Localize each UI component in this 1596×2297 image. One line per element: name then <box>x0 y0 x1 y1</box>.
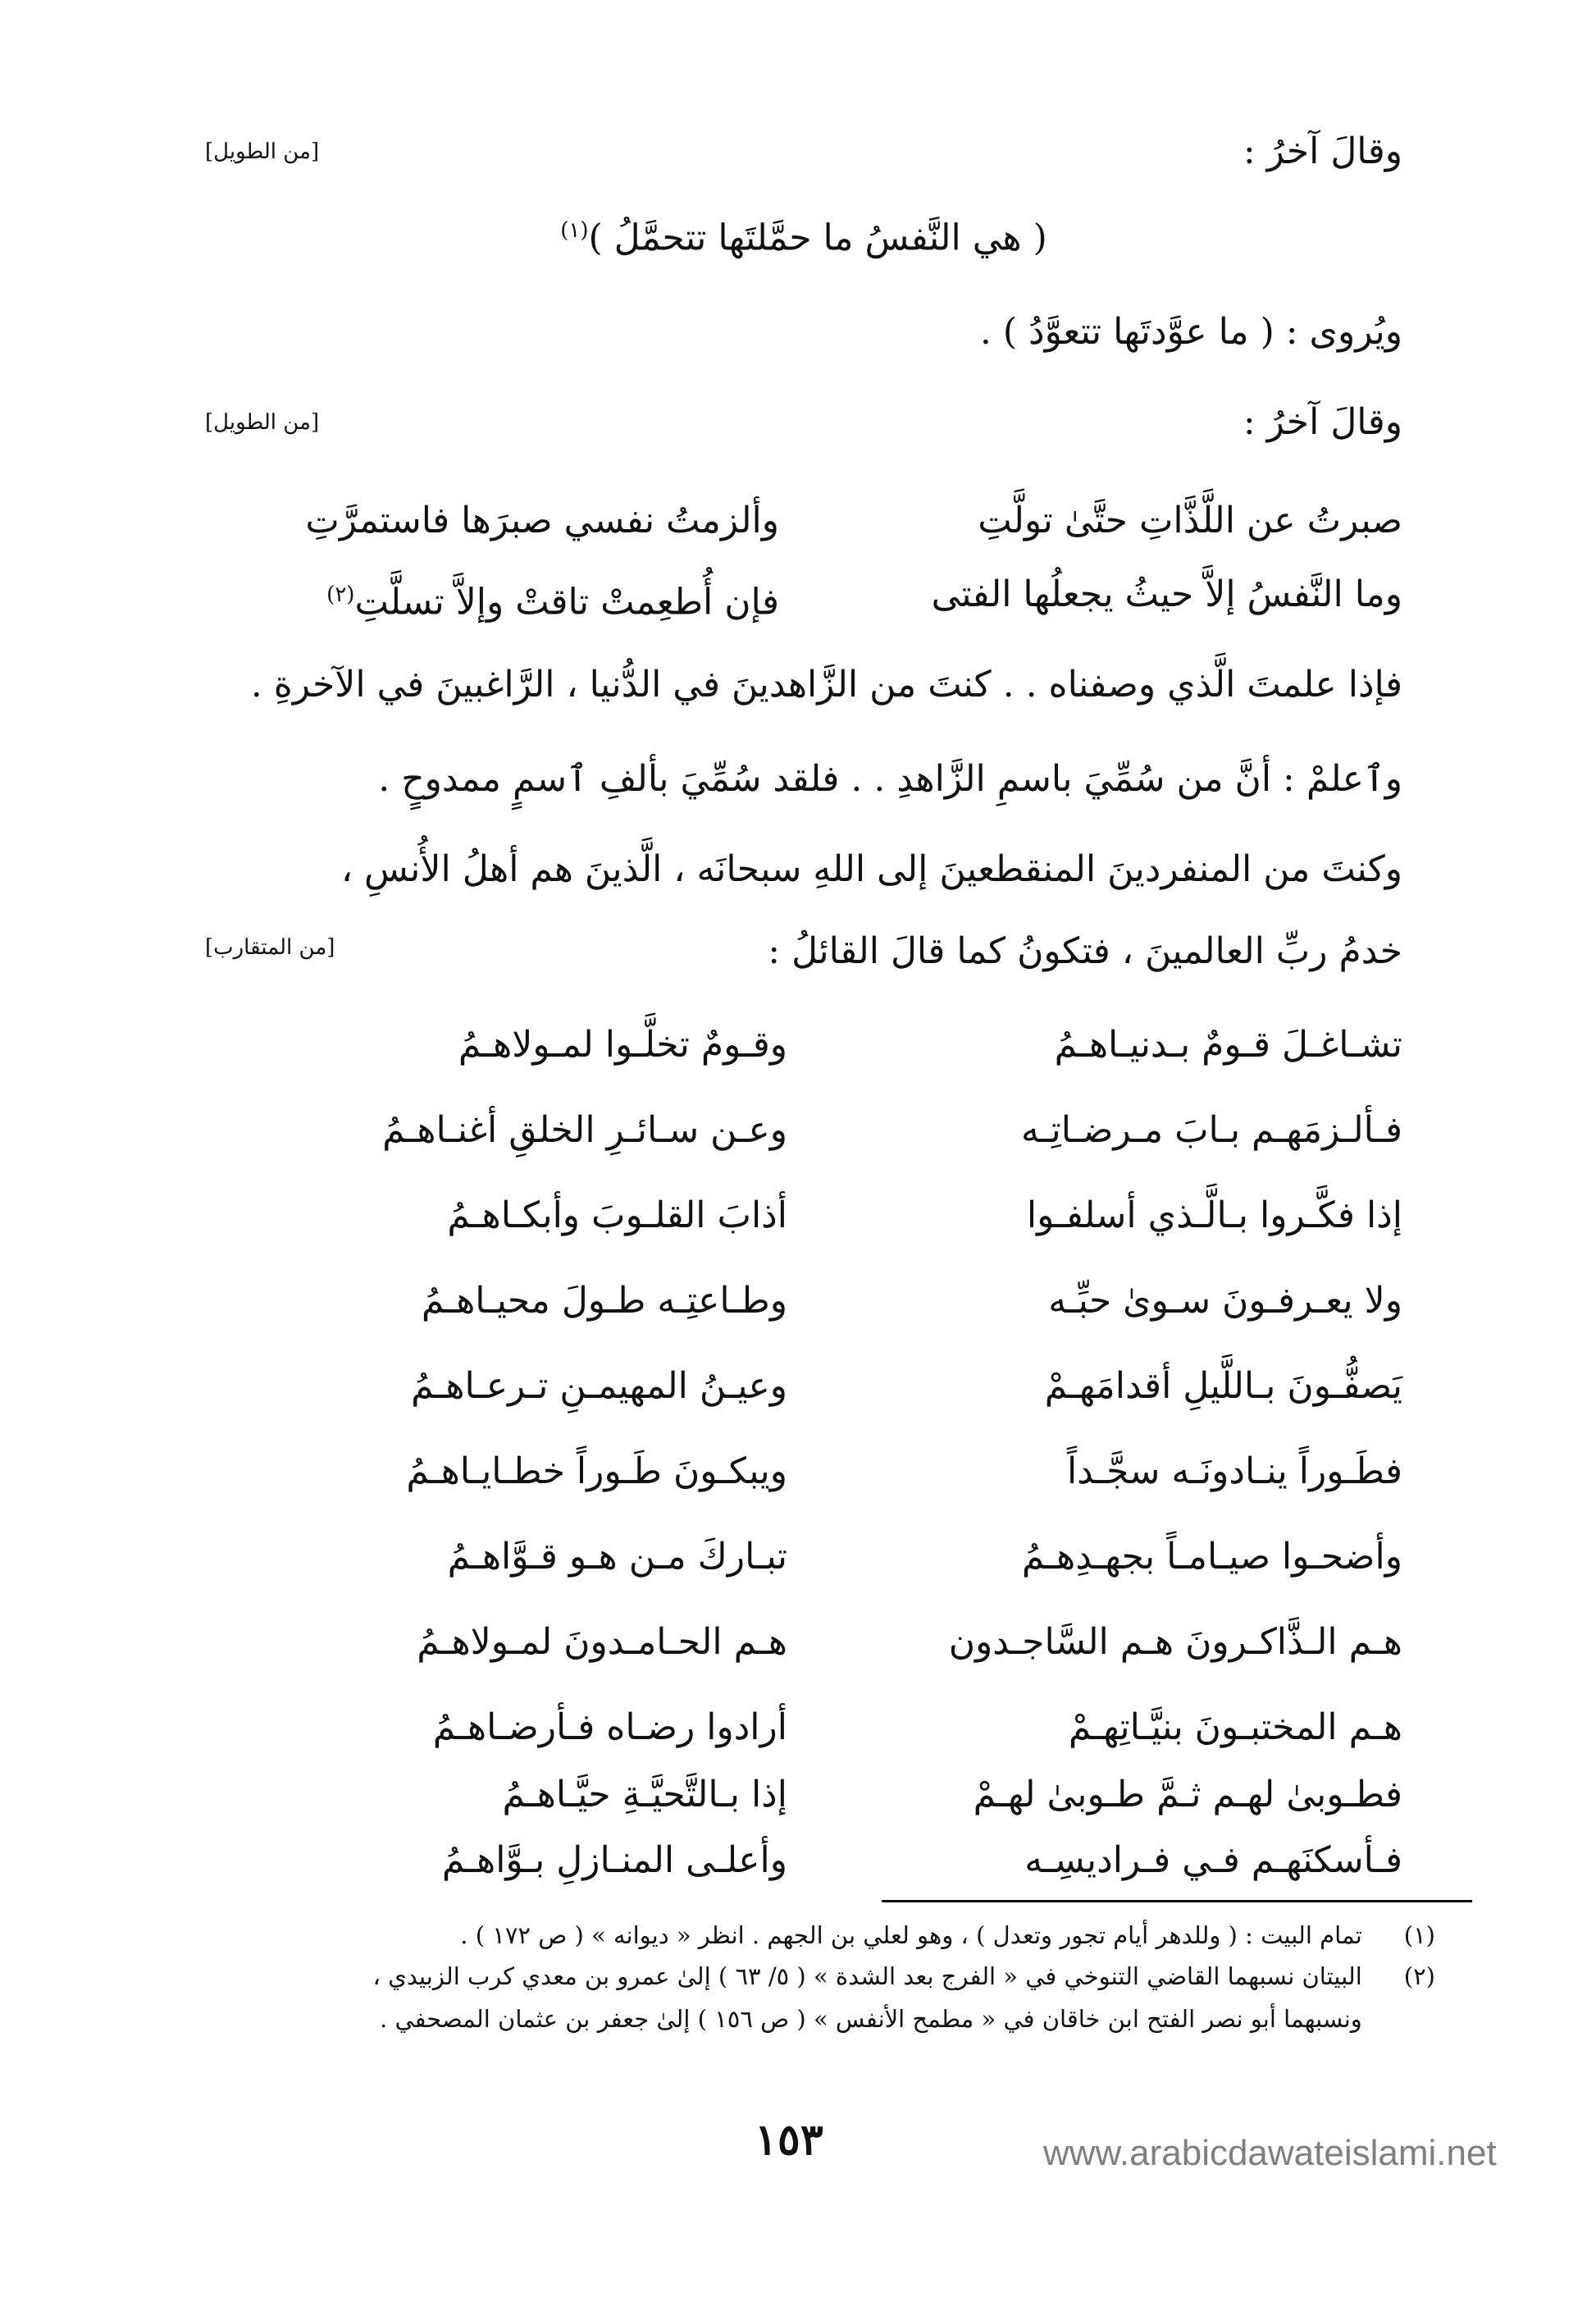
variant-reading <box>205 304 1402 361</box>
verse-first-hemistich: وما النَّفسُ إلاَّ حيثُ يجعلُها الفتى <box>931 573 1402 615</box>
verse-first-hemistich: هـم الـذَّاكـرونَ هـم السَّاجـدون <box>948 1621 1402 1663</box>
speaker-label: وقالَ آخرُ : <box>1243 401 1402 443</box>
verse-second-hemistich: وأعلـى المنـازلِ بـوَّاهـمُ <box>441 1839 787 1881</box>
verse-first-hemistich: فـألـزمَهـم بـابَ مـرضـاتِـه <box>1021 1109 1402 1151</box>
footnote-text: البيتان نسبهما القاضي التنوخي في « الفرج بعد الشدة » ( ٥/ ٦٣ ) إلىٰ عمرو بن معدي كرب الزبيدي ، <box>372 1962 1362 1990</box>
verse-first-hemistich: فطَـوراً ينـادونَـه سجَّـداً <box>1066 1450 1402 1492</box>
verse-second-hemistich: إذا بـالتَّحيَّـةِ حيَّـاهـمُ <box>502 1774 787 1815</box>
speaker-line <box>205 394 1402 451</box>
verse-first-hemistich: وأضحـوا صيـامـاً بجهـدِهـمُ <box>1021 1536 1402 1578</box>
poem-verse <box>221 1088 1402 1173</box>
verse-first-hemistich: يَصفُّـونَ بـاللَّيلِ أقدامَهـمْ <box>1044 1365 1402 1407</box>
footnote <box>205 1998 1435 2039</box>
speaker-label: وقالَ آخرُ : <box>1243 130 1402 172</box>
verse-row <box>205 484 1402 558</box>
poem-verse <box>221 1600 1402 1685</box>
meter-label: [من الطويل] <box>205 410 320 435</box>
verse-second-hemistich: وعيـنُ المهيمـنِ تـرعـاهـمُ <box>411 1365 787 1407</box>
variant-text: ويُروى : ( ما عوَّدتَها تتعوَّدُ ) . <box>979 311 1402 353</box>
footnote-text: ونسبهما أبو نصر الفتح ابن خاقان في « مطمح الأنفس » ( ص ١٥٦ ) إلىٰ جعفر بن عثمان المصحفي . <box>380 2005 1362 2033</box>
quoted-verse <box>205 202 1402 267</box>
verse-first-hemistich: تشـاغـلَ قـومٌ بـدنيـاهـمُ <box>1054 1024 1402 1066</box>
meter-label: [من الطويل] <box>205 139 320 164</box>
verse-second-hemistich: وطـاعتِـه طـولَ محيـاهـمُ <box>421 1280 787 1322</box>
poem-verse <box>221 1258 1402 1344</box>
verse-second-hemistich: تبـاركَ مـن هـو قـوَّاهـمُ <box>447 1536 787 1578</box>
verse-second-hemistich: وألزمتُ نفسي صبرَها فاستمرَّتِ <box>305 500 779 541</box>
poem-verse <box>221 1429 1402 1514</box>
footnote-number: (٢) <box>1403 1962 1435 1990</box>
prose-line: وكنتَ من المنفردينَ المنقطعينَ إلى اللهِ سبحانَه ، الَّذينَ هم أهلُ الأُنسِ ، <box>340 848 1402 890</box>
footnote-number: (١) <box>1403 1921 1435 1949</box>
verse-second-hemistich: وعـن سـائـرِ الخلقِ أغنـاهـمُ <box>382 1109 787 1151</box>
footnote <box>205 1956 1435 1997</box>
footnote-separator <box>882 1900 1472 1902</box>
verse-second-hemistich <box>205 558 779 640</box>
verse-first-hemistich: هـم المختبـونَ بنيَّـاتِهـمْ <box>1068 1706 1402 1748</box>
footnote-ref: (١) <box>560 218 589 243</box>
prose-line: وٱعلمْ : أنَّ من سُمِّيَ باسمِ الزَّاهدِ . . فلقد سُمِّيَ بألفِ ٱسمٍ ممدوحٍ . <box>378 758 1402 800</box>
verse-text: ( هي النَّفسُ ما حمَّلتَها تتحمَّلُ ) <box>588 217 1047 259</box>
verse-second-hemistich: هـم الحـامـدونَ لمـولاهـمُ <box>417 1621 787 1663</box>
footnote <box>205 1915 1435 1956</box>
page-number: ١٥٣ <box>755 2115 823 2165</box>
prose-line: خدمُ ربِّ العالمينَ ، فتكونُ كما قالَ القائلُ : <box>768 930 1402 972</box>
verse-first-hemistich: ولا يعـرفـونَ سـوىٰ حبِّـه <box>1048 1280 1402 1322</box>
footnote-ref: (٢) <box>326 582 355 607</box>
verse-second-hemistich: أذابَ القلـوبَ وأبكـاهـمُ <box>447 1194 787 1236</box>
poem-verse <box>221 1344 1402 1429</box>
verse-first-hemistich: فطـوبىٰ لهـم ثـمَّ طـوبىٰ لهـمْ <box>973 1774 1402 1815</box>
meter-label: [من المتقارب] <box>205 935 335 960</box>
verse-row <box>205 558 1402 632</box>
poem-verse <box>221 1818 1402 1903</box>
verse-first-hemistich: صبرتُ عن اللَّذَّاتِ حتَّىٰ تولَّتِ <box>978 500 1402 541</box>
verse-second-hemistich: أرادوا رضـاه فـأرضـاهـمُ <box>432 1706 787 1748</box>
speaker-line <box>205 123 1402 180</box>
footnote-text: تمام البيت : ( وللدهر أيام تجور وتعدل ) ، وهو لعلي بن الجهم . انظر « ديوانه » ( ص ١٧٢ ) . <box>460 1921 1362 1949</box>
watermark-url: www.arabicdawateislami.net <box>1043 2133 1497 2173</box>
verse-first-hemistich: فـأسكنَهـم فـي فـراديسِـه <box>1024 1839 1402 1881</box>
prose-line: فإذا علمتَ الَّذي وصفناه . . كنتَ من الزَّاهدينَ في الدُّنيا ، الرَّاغبينَ في الآخرةِ . <box>250 664 1402 706</box>
verse-first-hemistich: إذا فكَّـروا بـالَّـذي أسلفـوا <box>1026 1194 1402 1236</box>
poem-verse <box>221 1173 1402 1258</box>
poem-verse <box>221 1002 1402 1088</box>
verse-second-hemistich: ويبكـونَ طَـوراً خطـايـاهـمُ <box>406 1450 787 1492</box>
verse-second-hemistich: وقـومٌ تخلَّـوا لمـولاهـمُ <box>458 1024 787 1066</box>
verse-second-text: فإن أُطعِمتْ تاقتْ وإلاَّ تسلَّتِ <box>354 581 779 623</box>
poem-verse <box>221 1514 1402 1600</box>
